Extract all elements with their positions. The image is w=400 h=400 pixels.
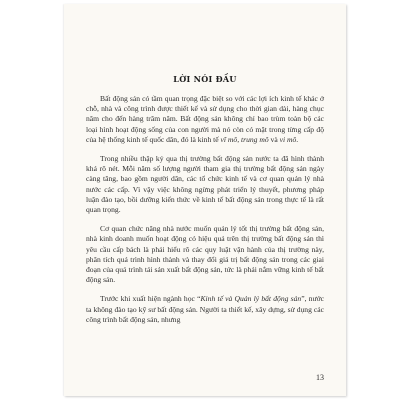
paragraph-1-period: . (296, 134, 299, 144)
paragraph-4-italic-course-name: Kinh tế và Quản lý bất động sản (200, 294, 302, 304)
paragraph-1-italic-vi-mo-2: vi mô (279, 134, 297, 144)
paragraph-1-text: Bất động sản có tầm quan trọng đặc biệt so với các lợi ích kinh tế khác ở chỗ, nhà và công trình được thiết kế và sử dụng cho thời gian dài, hàng chục năm cho đến hàng trăm năm. Bất động sản không chỉ bao trùm toàn bộ các loại hình hoạt động sống của con người mà nó còn có mặt trong từng cấp độ của hệ thống kinh tế quốc dân, đó là kinh tế (86, 94, 324, 144)
page-number: 13 (316, 373, 324, 382)
paragraph-1-italic-trung-mo: trung mô (241, 134, 269, 144)
book-page (64, 4, 346, 396)
page-heading: LỜI NÓI ĐẦU (173, 74, 237, 84)
paragraph-3: Cơ quan chức năng nhà nước muốn quản lý tốt thị trường bất động sản, nhà kinh doanh muốn hoạt động có hiệu quả trên thị trường bất động sản thì yêu cầu cấp bách là phải hiểu rõ các quy luật vận hành của thị trường này, phân tích quá trình hình thành và thay đổi giá trị bất động sản trong các giai đoạn của quá trình tái sản xuất bất động sản, tức là phải nắm vững kinh tế bất động sản. (86, 224, 324, 285)
paragraph-1-separator: , (237, 134, 242, 144)
paragraph-1-italic-vi-mo: vĩ mô (220, 134, 238, 144)
paragraph-1-conjunction: và (268, 134, 280, 144)
paragraph-4-start: Trước khi xuất hiện ngành học “ (100, 294, 201, 304)
body-text (86, 94, 324, 325)
paragraph-1 (86, 94, 324, 145)
paragraph-4 (86, 294, 324, 325)
paragraph-4-rest: ”, nước ta không đào tạo kỹ sư bất động sản. Người ta thiết kế, xây dựng, sử dụng các công trình bất động sản, nhưng (86, 294, 325, 324)
paragraph-2: Trong nhiều thập kỷ qua thị trường bất động sản nước ta đã hình thành khá rõ nét. Mỗi năm số lượng người tham gia thị trường bất động sản ngày càng tăng, bao gồm người dân, các tổ chức kinh tế và cơ quan quản lý nhà nước các cấp. Vì vậy việc không ngừng phát triển lý thuyết, phương pháp luận đào tạo, bồi dưỡng kiến thức về kinh tế bất động sản trong thực tế là rất quan trọng. (86, 154, 324, 215)
